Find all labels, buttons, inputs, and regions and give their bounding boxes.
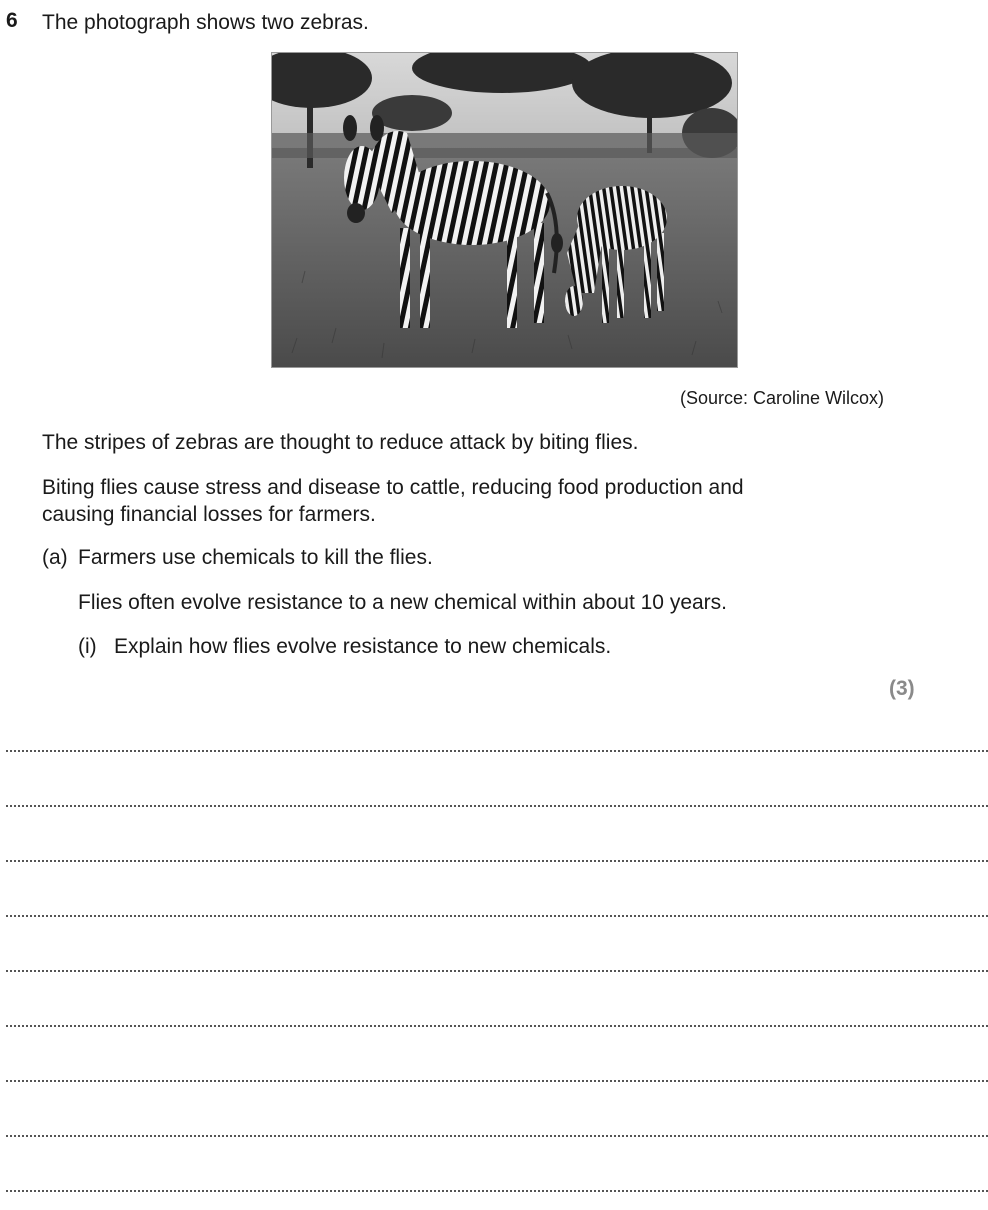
answer-line[interactable] (6, 915, 988, 917)
answer-line[interactable] (6, 970, 988, 972)
answer-line[interactable] (6, 1080, 988, 1082)
answer-line[interactable] (6, 750, 988, 752)
answer-line[interactable] (6, 1025, 988, 1027)
photo-source-caption: (Source: Caroline Wilcox) (680, 388, 885, 408)
stem-paragraph-2-line-1: Biting flies cause stress and disease to cattle, reducing food production and (42, 476, 744, 499)
part-a-text: Farmers use chemicals to kill the flies. (78, 546, 433, 569)
part-a-i-label: (i) (78, 635, 97, 658)
part-a-label: (a) (42, 546, 68, 569)
stem-paragraph-1: The stripes of zebras are thought to reduce attack by biting flies. (42, 431, 639, 454)
question-number: 6 (6, 9, 18, 32)
question-intro: The photograph shows two zebras. (42, 11, 369, 34)
answer-line[interactable] (6, 1190, 988, 1192)
stem-paragraph-2-line-2: causing financial losses for farmers. (42, 503, 376, 526)
answer-line[interactable] (6, 1135, 988, 1137)
marks-indicator: (3) (889, 677, 915, 700)
part-a-context: Flies often evolve resistance to a new chemical within about 10 years. (78, 591, 728, 614)
answer-line[interactable] (6, 860, 988, 862)
answer-line[interactable] (6, 805, 988, 807)
part-a-i-text: Explain how flies evolve resistance to new chemicals. (114, 635, 612, 658)
zebra-photograph (271, 52, 738, 368)
